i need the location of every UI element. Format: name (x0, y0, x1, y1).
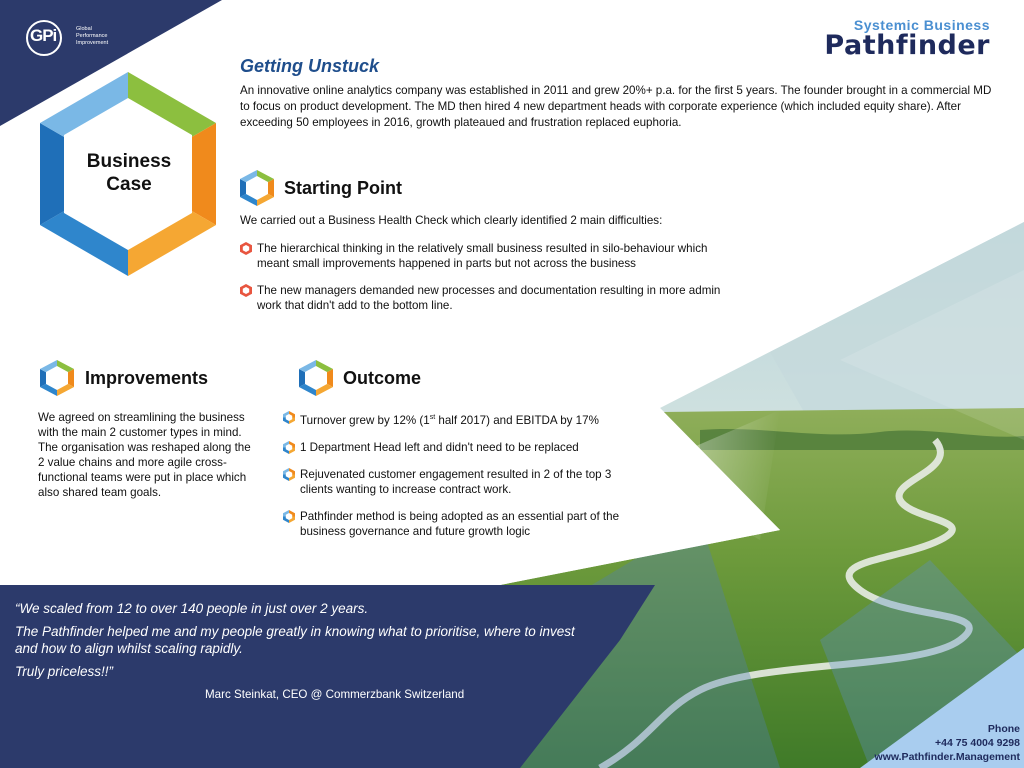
intro-paragraph: An innovative online analytics company was established in 2011 and grew 20%+ p.a. for the first 5 years. The founder brought in a commercial MD to focus on product development. The MD then hired 4 new department heads with corporate experience (which included equity share). After exceeding 50 employees in 2016, growth plateaued and frustration replaced euphoria. (240, 84, 992, 129)
pathfinder-logo (810, 17, 990, 61)
list-item (240, 283, 740, 313)
list-item (283, 440, 643, 455)
gpi-logo (22, 18, 122, 58)
contact-phone[interactable]: +44 75 4004 9298 (935, 737, 1020, 749)
quote-line: Truly priceless!!” (15, 664, 114, 679)
quote-line: “We scaled from 12 to over 140 people in just over 2 years. (15, 601, 369, 616)
list-item-text: The new managers demanded new processes and documentation resulting in more admin work that didn't add to the bottom line. (257, 284, 721, 312)
contact-block (875, 722, 1020, 764)
gpi-logo-letters: GPi (30, 26, 57, 45)
list-item-text (300, 414, 599, 427)
list-item (283, 509, 643, 539)
gpi-tagline-line: Performance (76, 33, 108, 39)
list-item-text: Pathfinder method is being adopted as an essential part of the business governance and future growth logic (300, 509, 620, 538)
list-item-text: The hierarchical thinking in the relatively small business resulted in silo-behaviour which meant small improvements happened in parts but not across the business (257, 242, 708, 270)
improvements-heading: Improvements (85, 368, 209, 388)
starting-point-heading: Starting Point (284, 178, 402, 198)
gpi-logo-tagline (76, 26, 136, 47)
hexagon-bullet-icon (283, 441, 295, 454)
starting-point-list (240, 241, 740, 325)
hexagon-bullet-icon (283, 510, 295, 523)
list-item-text: Rejuvenated customer engagement resulted in 2 of the top 3 clients wanting to increase contract work. (300, 467, 612, 496)
red-hexagon-bullet-icon (240, 284, 252, 297)
list-item (240, 241, 740, 271)
outcome-item-text: Turnover grew by 12% (1 (300, 413, 430, 427)
list-item-text: 1 Department Head left and didn't need to be replaced (300, 440, 579, 454)
outcome-item-text: half 2017) and EBITDA by 17% (435, 413, 599, 427)
pathfinder-logo-main: Pathfinder (824, 30, 990, 61)
quote-line: The Pathfinder helped me and my people greatly in knowing what to prioritise, where to invest and how to align whilst scaling rapidly. (15, 624, 575, 656)
hexagon-icon (40, 360, 74, 396)
outcome-list (283, 410, 643, 551)
business-case-label: Business Case (86, 151, 172, 195)
list-item (283, 467, 643, 497)
hexagon-bullet-icon (283, 468, 295, 481)
outcome-heading: Outcome (343, 368, 422, 388)
hexagon-bullet-icon (283, 411, 295, 424)
testimonial-author: Marc Steinkat, CEO @ Commerzbank Switzerland (205, 688, 465, 701)
gpi-tagline-line: Global (76, 26, 92, 32)
improvements-text: We agreed on streamlining the business with the main 2 customer types in mind. The organisation was reshaped along the 2 value chains and more agile cross-functional teams were put in place which also shared team goals. (38, 411, 251, 499)
testimonial-quote (15, 600, 575, 686)
red-hexagon-bullet-icon (240, 242, 252, 255)
contact-label: Phone (987, 723, 1020, 735)
hexagon-icon (299, 360, 333, 396)
starting-point-lead: We carried out a Business Health Check which clearly identified 2 main difficulties: (240, 214, 663, 227)
hexagon-icon (240, 170, 274, 206)
contact-website-link[interactable]: www.Pathfinder.Management (874, 751, 1020, 763)
list-item (283, 410, 643, 428)
ordinal-suffix: st (429, 414, 436, 421)
gpi-tagline-line: Improvement (76, 40, 109, 46)
page-title: Getting Unstuck (240, 56, 380, 76)
pathfinder-logo-top: Systemic Business (853, 17, 990, 33)
